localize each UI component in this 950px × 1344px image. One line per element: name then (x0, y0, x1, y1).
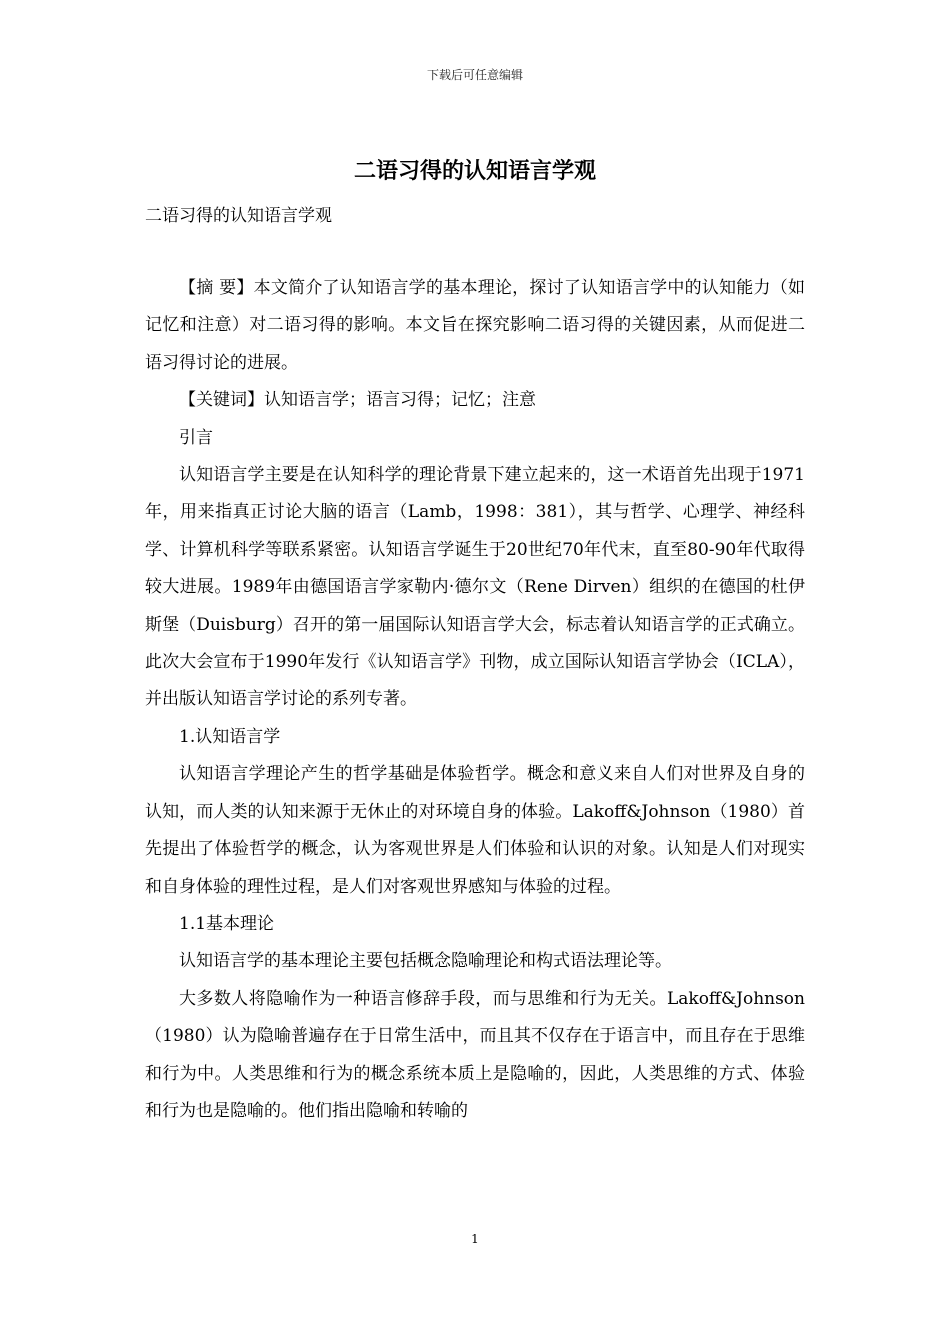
cognitive-linguistics-paragraph: 认知语言学理论产生的哲学基础是体验哲学。概念和意义来自人们对世界及自身的认知，而人类的认知来源于无休止的对环境自身的体验。Lakoff&Johnson（1980）首先提出了体验哲学的概念，认为客观世界是人们体验和认识的对象。认知是人们对现实和自身体验的理性过程，是人们对客观世界感知与体验的过程。 (145, 764, 805, 897)
page-header: 下载后可任意编辑 (426, 68, 523, 82)
abstract-paragraph: 【摘 要】本文简介了认知语言学的基本理论，探讨了认知语言学中的认知能力（如记忆和注意）对二语习得的影响。本文旨在探究影响二语习得的关键因素，从而促进二语习得讨论的进展。 (145, 278, 805, 373)
document-body (145, 270, 805, 1130)
document-subtitle: 二语习得的认知语言学观 (145, 206, 332, 226)
section-heading-introduction: 引言 (179, 427, 213, 448)
keywords-paragraph: 【关键词】认知语言学；语言习得；记忆；注意 (179, 390, 536, 411)
section-heading-basic-theory: 1.1基本理论 (179, 913, 275, 934)
section-heading-cognitive-linguistics: 1.认知语言学 (179, 726, 281, 747)
metaphor-paragraph: 大多数人将隐喻作为一种语言修辞手段，而与思维和行为无关。Lakoff&Johnson（1980）认为隐喻普遍存在于日常生活中，而且其不仅存在于语言中，而且存在于思维和行为中。人类思维和行为的概念系统本质上是隐喻的，因此，人类思维的方式、体验和行为也是隐喻的。他们指出隐喻和转喻的 (145, 988, 805, 1121)
basic-theory-paragraph: 认知语言学的基本理论主要包括概念隐喻理论和构式语法理论等。 (179, 951, 672, 972)
document-title: 二语习得的认知语言学观 (353, 158, 596, 184)
page-number: 1 (471, 1232, 479, 1246)
introduction-paragraph: 认知语言学主要是在认知科学的理论背景下建立起来的，这一术语首先出现于1971年，用来指真正讨论大脑的语言（Lamb，1998：381），其与哲学、心理学、神经科学、计算机科学等联系紧密。认知语言学诞生于20世纪70年代末，直至80-90年代取得较大进展。1989年由德国语言学家勒内·德尔文（Rene Dirven）组织的在德国的杜伊斯堡（Duisburg）召开的第一届国际认知语言学大会，标志着认知语言学的正式确立。此次大会宣布于1990年发行《认知语言学》刊物，成立国际认知语言学协会（ICLA），并出版认知语言学讨论的系列专著。 (145, 465, 805, 710)
